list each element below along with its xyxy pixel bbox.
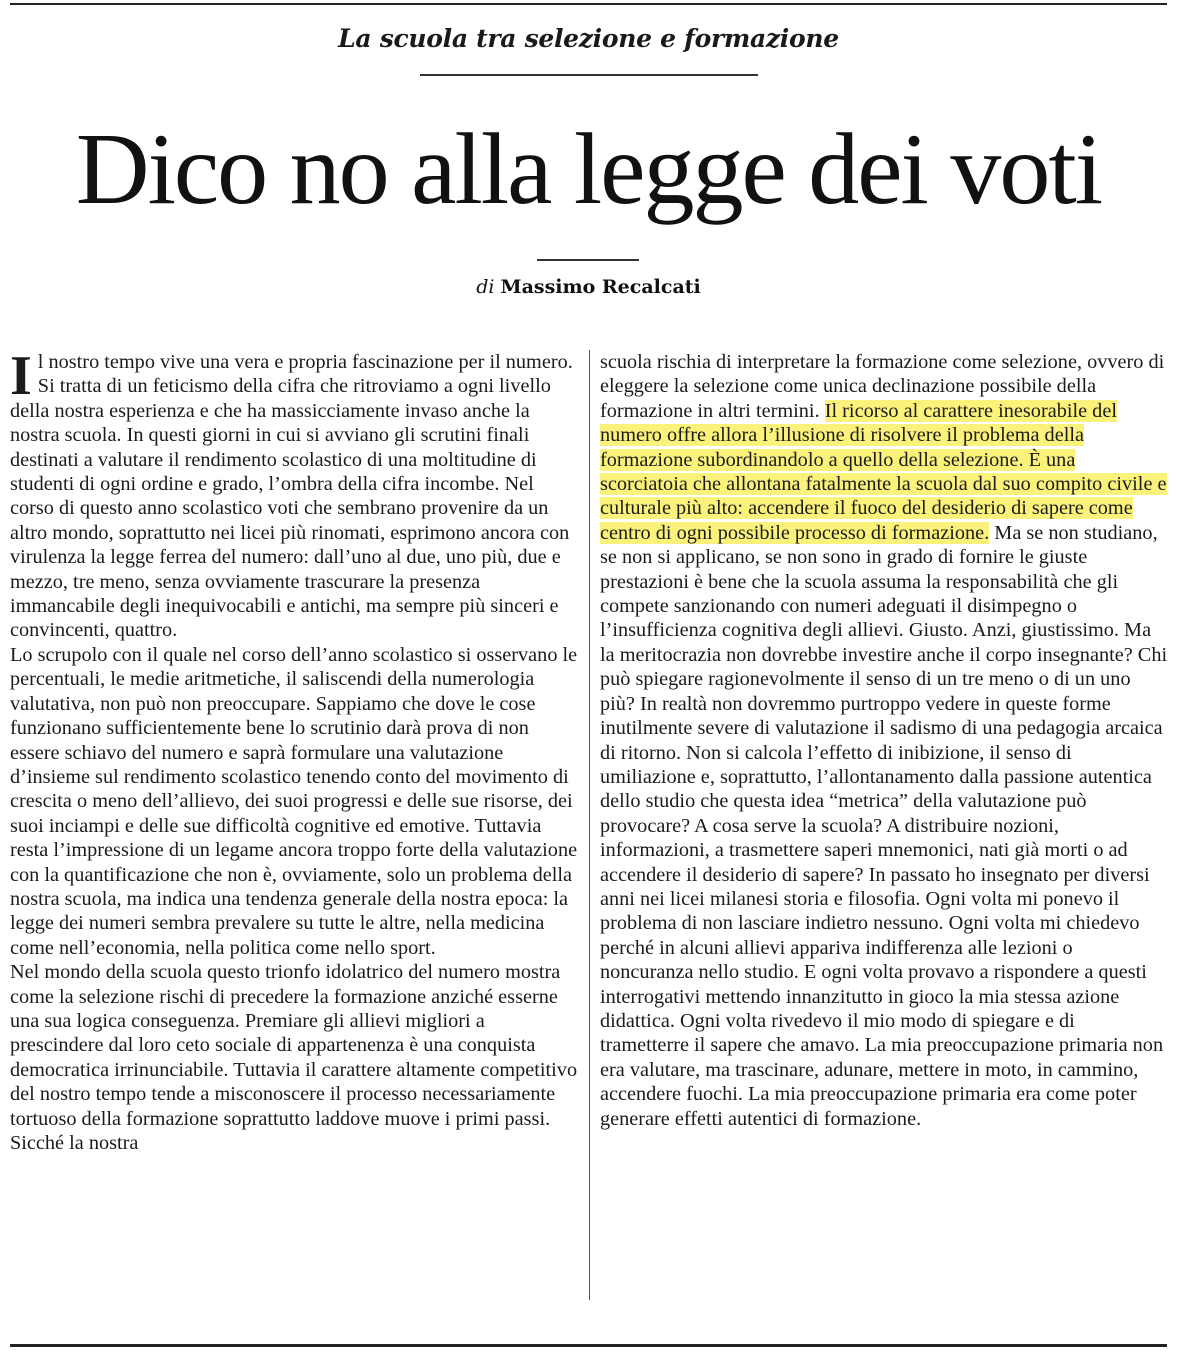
bottom-border-rule	[10, 1344, 1167, 1347]
article-column-right	[600, 350, 1168, 1131]
paragraph-text: Ma se non studiano, se non si applicano, se non sono in grado di fornire le giuste prestazioni è bene che la scuola assuma la responsabilità che gli compete sanzionando con numeri adeguati il disimpegno o l’insufficienza cognitiva degli allievi. Giusto. Anzi, giustissimo. Ma la meritocrazia non dovrebbe investire anche il corpo insegnante? Chi può spiegare ragionevolmente il senso di un tre meno o di un uno più? In realtà non dovremmo purtroppo vedere in queste forme inutilmente severe di valutazione il sadismo di una pedagogia arcaica di ritorno. Non si calcola l’effetto di inibizione, il senso di umiliazione e, soprattutto, l’allontanamento dalla passione autentica dello studio che questa idea “metrica” della valutazione può provocare? A cosa serve la scuola? A distribuire nozioni, informazioni, a trasmettere saperi mnemonici, nati già morti o ad accendere il desiderio di sapere? In passato ho insegnato per diversi anni nei licei milanesi storia e filosofia. Ogni volta mi ponevo il problema di non lasciare indietro nessuno. Ogni volta mi chiedevo perché in alcuni allievi appariva indifferenza alle lezioni o noncuranza nello studio. E ogni volta provavo a rispondere a questi interrogativi mettendo innanzitutto in gioco la mia stessa azione didattica. Ogni volta rivedevo il mio modo di spiegare e di trametterre il sapere che amavo. La mia preoccupazione primaria non era valutare, ma trascinare, adunare, mettere in moto, in cammino, accendere fuochi. La mia preoccupazione primaria era come poter generare effetti autentici di formazione.	[600, 521, 1168, 1130]
paragraph	[10, 345, 580, 643]
article-headline: Dico no alla legge dei voti	[75, 113, 1102, 226]
headline-rule	[537, 259, 639, 261]
paragraph	[600, 350, 1168, 1131]
paragraph: Nel mondo della scuola questo trionfo idolatrico del numero mostra come la selezione rischi di precedere la formazione anziché esserne una sua logica conseguenza. Premiare gli allievi migliori a prescindere dal loro ceto sociale di appartenenza è una conquista democratica irrinunciabile. Tuttavia il carattere altamente competitivo del nostro tempo tende a misconoscere il processo necessariamente tortuoso della formazione soprattutto laddove muove i primi passi. Sicché la nostra	[10, 961, 578, 1154]
byline-author: Massimo Recalcati	[500, 276, 701, 298]
column-divider	[589, 350, 590, 1300]
paragraph-text: l nostro tempo vive una vera e propria fascinazione per il numero. Si tratta di un feticismo della cifra che ritroviamo a ogni livello della nostra esperienza e che ha massicciamente invaso anche la nostra scuola. In questi giorni in cui si avviano gli scrutini finali destinati a valutare il rendimento scolastico di una moltitudine di studenti di ogni ordine e grado, l’ombra della cifra incombe. Nel corso di questo anno scolastico voti che sembrano provenire da un altro mondo, soprattutto nei licei più rinomati, esprimono ancora con virulenza la legge ferrea del numero: dall’uno al due, uno più, due e mezzo, tre meno, senza ovviamente trascurare la presenza immancabile degli inequivocabili e antichi, ma sempre più sinceri e convincenti, quattro.	[10, 351, 573, 642]
byline-prefix: di	[476, 276, 495, 298]
highlighted-text: Il ricorso al carattere inesorabile del numero offre allora l’illusione di risolvere il problema della formazione subordinandolo a quello della selezione. È una scorciatoia che allontana fatalmente la scuola dal suo compito civile e culturale più alto: accendere il fuoco del desiderio di sapere come centro di ogni possibile processo di formazione.	[600, 399, 1167, 544]
paragraph: Lo scrupolo con il quale nel corso dell’anno scolastico si osservano le percentuali, le medie aritmetiche, il saliscendi della numerologia valutativa, non può non preoccupare. Sappiamo che dove le cose funzionano sufficientemente bene lo scrutinio darà prova di non essere schiavo del numero e saprà formulare una valutazione d’insieme sul rendimento scolastico tenendo conto del movimento di crescita o meno dell’allievo, dei suoi progressi e delle sue risorse, dei suoi inciampi e delle sue difficoltà cognitive ed emotive. Tuttavia resta l’impressione di un legame ancora troppo forte della valutazione con la quantificazione che non è, ovviamente, solo un problema della nostra scuola, ma indica una tendenza generale della nostra epoca: la legge dei numeri sembra prevalere su tutte le altre, nella medicina come nell’economia, nella politica come nello sport.	[10, 643, 578, 959]
byline	[0, 276, 1177, 298]
dropcap: I	[10, 345, 32, 407]
article-column-left	[10, 345, 580, 1155]
article-kicker: La scuola tra selezione e formazione	[338, 24, 839, 53]
kicker-rule	[420, 74, 758, 76]
top-border-rule	[10, 3, 1167, 5]
paragraph-text: scuola rischia di interpretare la formazione come selezione, ovvero di eleggere la selezione come unica declinazione possibile della formazione in altri termini.	[600, 351, 1165, 422]
